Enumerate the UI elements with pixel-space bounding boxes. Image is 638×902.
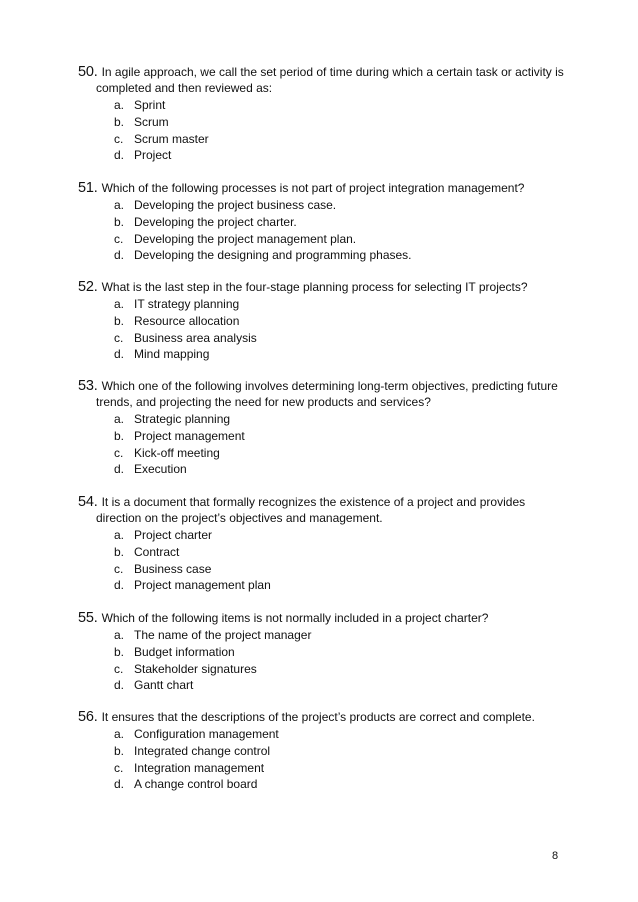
question-number: 52. bbox=[78, 279, 98, 295]
option-c bbox=[78, 445, 568, 462]
option-text: Resource allocation bbox=[134, 313, 240, 328]
option-c bbox=[78, 760, 568, 777]
option-d bbox=[78, 346, 568, 363]
option-text: Scrum master bbox=[134, 131, 209, 146]
option-letter: d. bbox=[114, 347, 125, 362]
option-letter: c. bbox=[114, 330, 124, 345]
option-text: Developing the project management plan. bbox=[134, 231, 357, 246]
option-text: Project management bbox=[134, 428, 245, 443]
option-c bbox=[78, 330, 568, 347]
option-letter: d. bbox=[114, 777, 125, 792]
option-text: Integrated change control bbox=[134, 743, 271, 758]
option-letter: d. bbox=[114, 678, 125, 693]
answer-options bbox=[78, 97, 568, 164]
option-b bbox=[78, 544, 568, 561]
option-text: A change control board bbox=[134, 777, 258, 792]
page-number: 8 bbox=[552, 850, 559, 862]
option-letter: c. bbox=[114, 661, 124, 676]
answer-options bbox=[78, 527, 568, 594]
option-letter: a. bbox=[114, 528, 125, 542]
option-text: Budget information bbox=[134, 644, 235, 659]
option-a bbox=[78, 411, 568, 428]
option-letter: a. bbox=[114, 98, 125, 112]
option-b bbox=[78, 644, 568, 661]
option-a bbox=[78, 97, 568, 114]
answer-options bbox=[78, 296, 568, 363]
question-text bbox=[78, 180, 568, 196]
question-number: 56. bbox=[78, 709, 98, 725]
option-text: Strategic planning bbox=[134, 412, 231, 426]
option-letter: a. bbox=[114, 628, 125, 642]
option-letter: d. bbox=[114, 462, 125, 477]
option-b bbox=[78, 114, 568, 131]
option-text: Mind mapping bbox=[134, 347, 210, 362]
option-letter: c. bbox=[114, 760, 124, 775]
option-letter: c. bbox=[114, 131, 124, 146]
question-text bbox=[78, 279, 568, 295]
option-d bbox=[78, 147, 568, 164]
option-b bbox=[78, 313, 568, 330]
question-prompt: Which of the following items is not normally included in a project charter? bbox=[101, 611, 489, 625]
option-letter: b. bbox=[114, 313, 125, 328]
question-prompt: It ensures that the descriptions of the project’s products are correct and complete. bbox=[101, 710, 535, 724]
question-prompt: It is a document that formally recognizes the existence of a project and provides direction on the project’s objectives and management. bbox=[96, 495, 526, 525]
question-51 bbox=[78, 180, 568, 264]
option-text: Execution bbox=[134, 462, 187, 477]
option-c bbox=[78, 561, 568, 578]
option-text: Sprint bbox=[134, 98, 166, 112]
option-letter: b. bbox=[114, 114, 125, 129]
question-text bbox=[78, 709, 568, 725]
option-b bbox=[78, 214, 568, 231]
option-letter: d. bbox=[114, 578, 125, 593]
option-a bbox=[78, 726, 568, 743]
option-letter: c. bbox=[114, 445, 124, 460]
option-letter: a. bbox=[114, 727, 125, 741]
question-53 bbox=[78, 378, 568, 478]
option-text: IT strategy planning bbox=[134, 297, 240, 311]
answer-options bbox=[78, 726, 568, 793]
option-text: Developing the project charter. bbox=[134, 214, 297, 229]
answer-options bbox=[78, 411, 568, 478]
option-text: The name of the project manager bbox=[134, 628, 312, 642]
option-text: Scrum bbox=[134, 114, 169, 129]
option-text: Business case bbox=[134, 561, 212, 576]
option-text: Contract bbox=[134, 544, 180, 559]
question-text bbox=[78, 494, 568, 526]
question-text bbox=[78, 64, 568, 96]
option-letter: b. bbox=[114, 428, 125, 443]
question-number: 50. bbox=[78, 64, 98, 80]
option-letter: d. bbox=[114, 248, 125, 263]
question-55 bbox=[78, 610, 568, 694]
question-number: 54. bbox=[78, 494, 98, 510]
option-d bbox=[78, 776, 568, 793]
option-letter: b. bbox=[114, 214, 125, 229]
option-text: Gantt chart bbox=[134, 678, 194, 693]
option-text: Project charter bbox=[134, 528, 213, 542]
option-text: Configuration management bbox=[134, 727, 279, 741]
option-a bbox=[78, 296, 568, 313]
question-prompt: Which one of the following involves determining long-term objectives, predicting future trends, and projecting the need for new products and services? bbox=[96, 379, 558, 409]
option-text: Business area analysis bbox=[134, 330, 257, 345]
option-letter: c. bbox=[114, 561, 124, 576]
question-number: 55. bbox=[78, 610, 98, 626]
option-c bbox=[78, 131, 568, 148]
option-letter: a. bbox=[114, 297, 125, 311]
option-d bbox=[78, 677, 568, 694]
option-letter: d. bbox=[114, 148, 125, 163]
option-text: Developing the project business case. bbox=[134, 198, 337, 212]
option-c bbox=[78, 661, 568, 678]
option-letter: b. bbox=[114, 544, 125, 559]
question-prompt: What is the last step in the four-stage planning process for selecting IT projects? bbox=[101, 280, 528, 294]
option-text: Kick-off meeting bbox=[134, 445, 220, 460]
option-a bbox=[78, 527, 568, 544]
option-b bbox=[78, 428, 568, 445]
option-d bbox=[78, 247, 568, 264]
question-number: 51. bbox=[78, 180, 98, 196]
option-d bbox=[78, 461, 568, 478]
question-prompt: Which of the following processes is not part of project integration management? bbox=[101, 181, 525, 195]
option-d bbox=[78, 577, 568, 594]
option-text: Developing the designing and programming phases. bbox=[134, 248, 412, 263]
question-number: 53. bbox=[78, 378, 98, 394]
option-b bbox=[78, 743, 568, 760]
option-text: Integration management bbox=[134, 760, 265, 775]
option-text: Stakeholder signatures bbox=[134, 661, 257, 676]
option-a bbox=[78, 627, 568, 644]
question-text bbox=[78, 378, 568, 410]
question-54 bbox=[78, 494, 568, 594]
option-a bbox=[78, 197, 568, 214]
question-50 bbox=[78, 64, 568, 164]
option-letter: a. bbox=[114, 198, 125, 212]
question-text bbox=[78, 610, 568, 626]
option-letter: b. bbox=[114, 743, 125, 758]
option-letter: b. bbox=[114, 644, 125, 659]
question-52 bbox=[78, 279, 568, 363]
option-text: Project management plan bbox=[134, 578, 271, 593]
answer-options bbox=[78, 197, 568, 264]
answer-options bbox=[78, 627, 568, 694]
option-letter: c. bbox=[114, 231, 124, 246]
option-text: Project bbox=[134, 148, 172, 163]
option-c bbox=[78, 231, 568, 248]
question-prompt: In agile approach, we call the set period of time during which a certain task or activity is completed and then reviewed as: bbox=[96, 65, 564, 95]
option-letter: a. bbox=[114, 412, 125, 426]
question-56 bbox=[78, 709, 568, 793]
